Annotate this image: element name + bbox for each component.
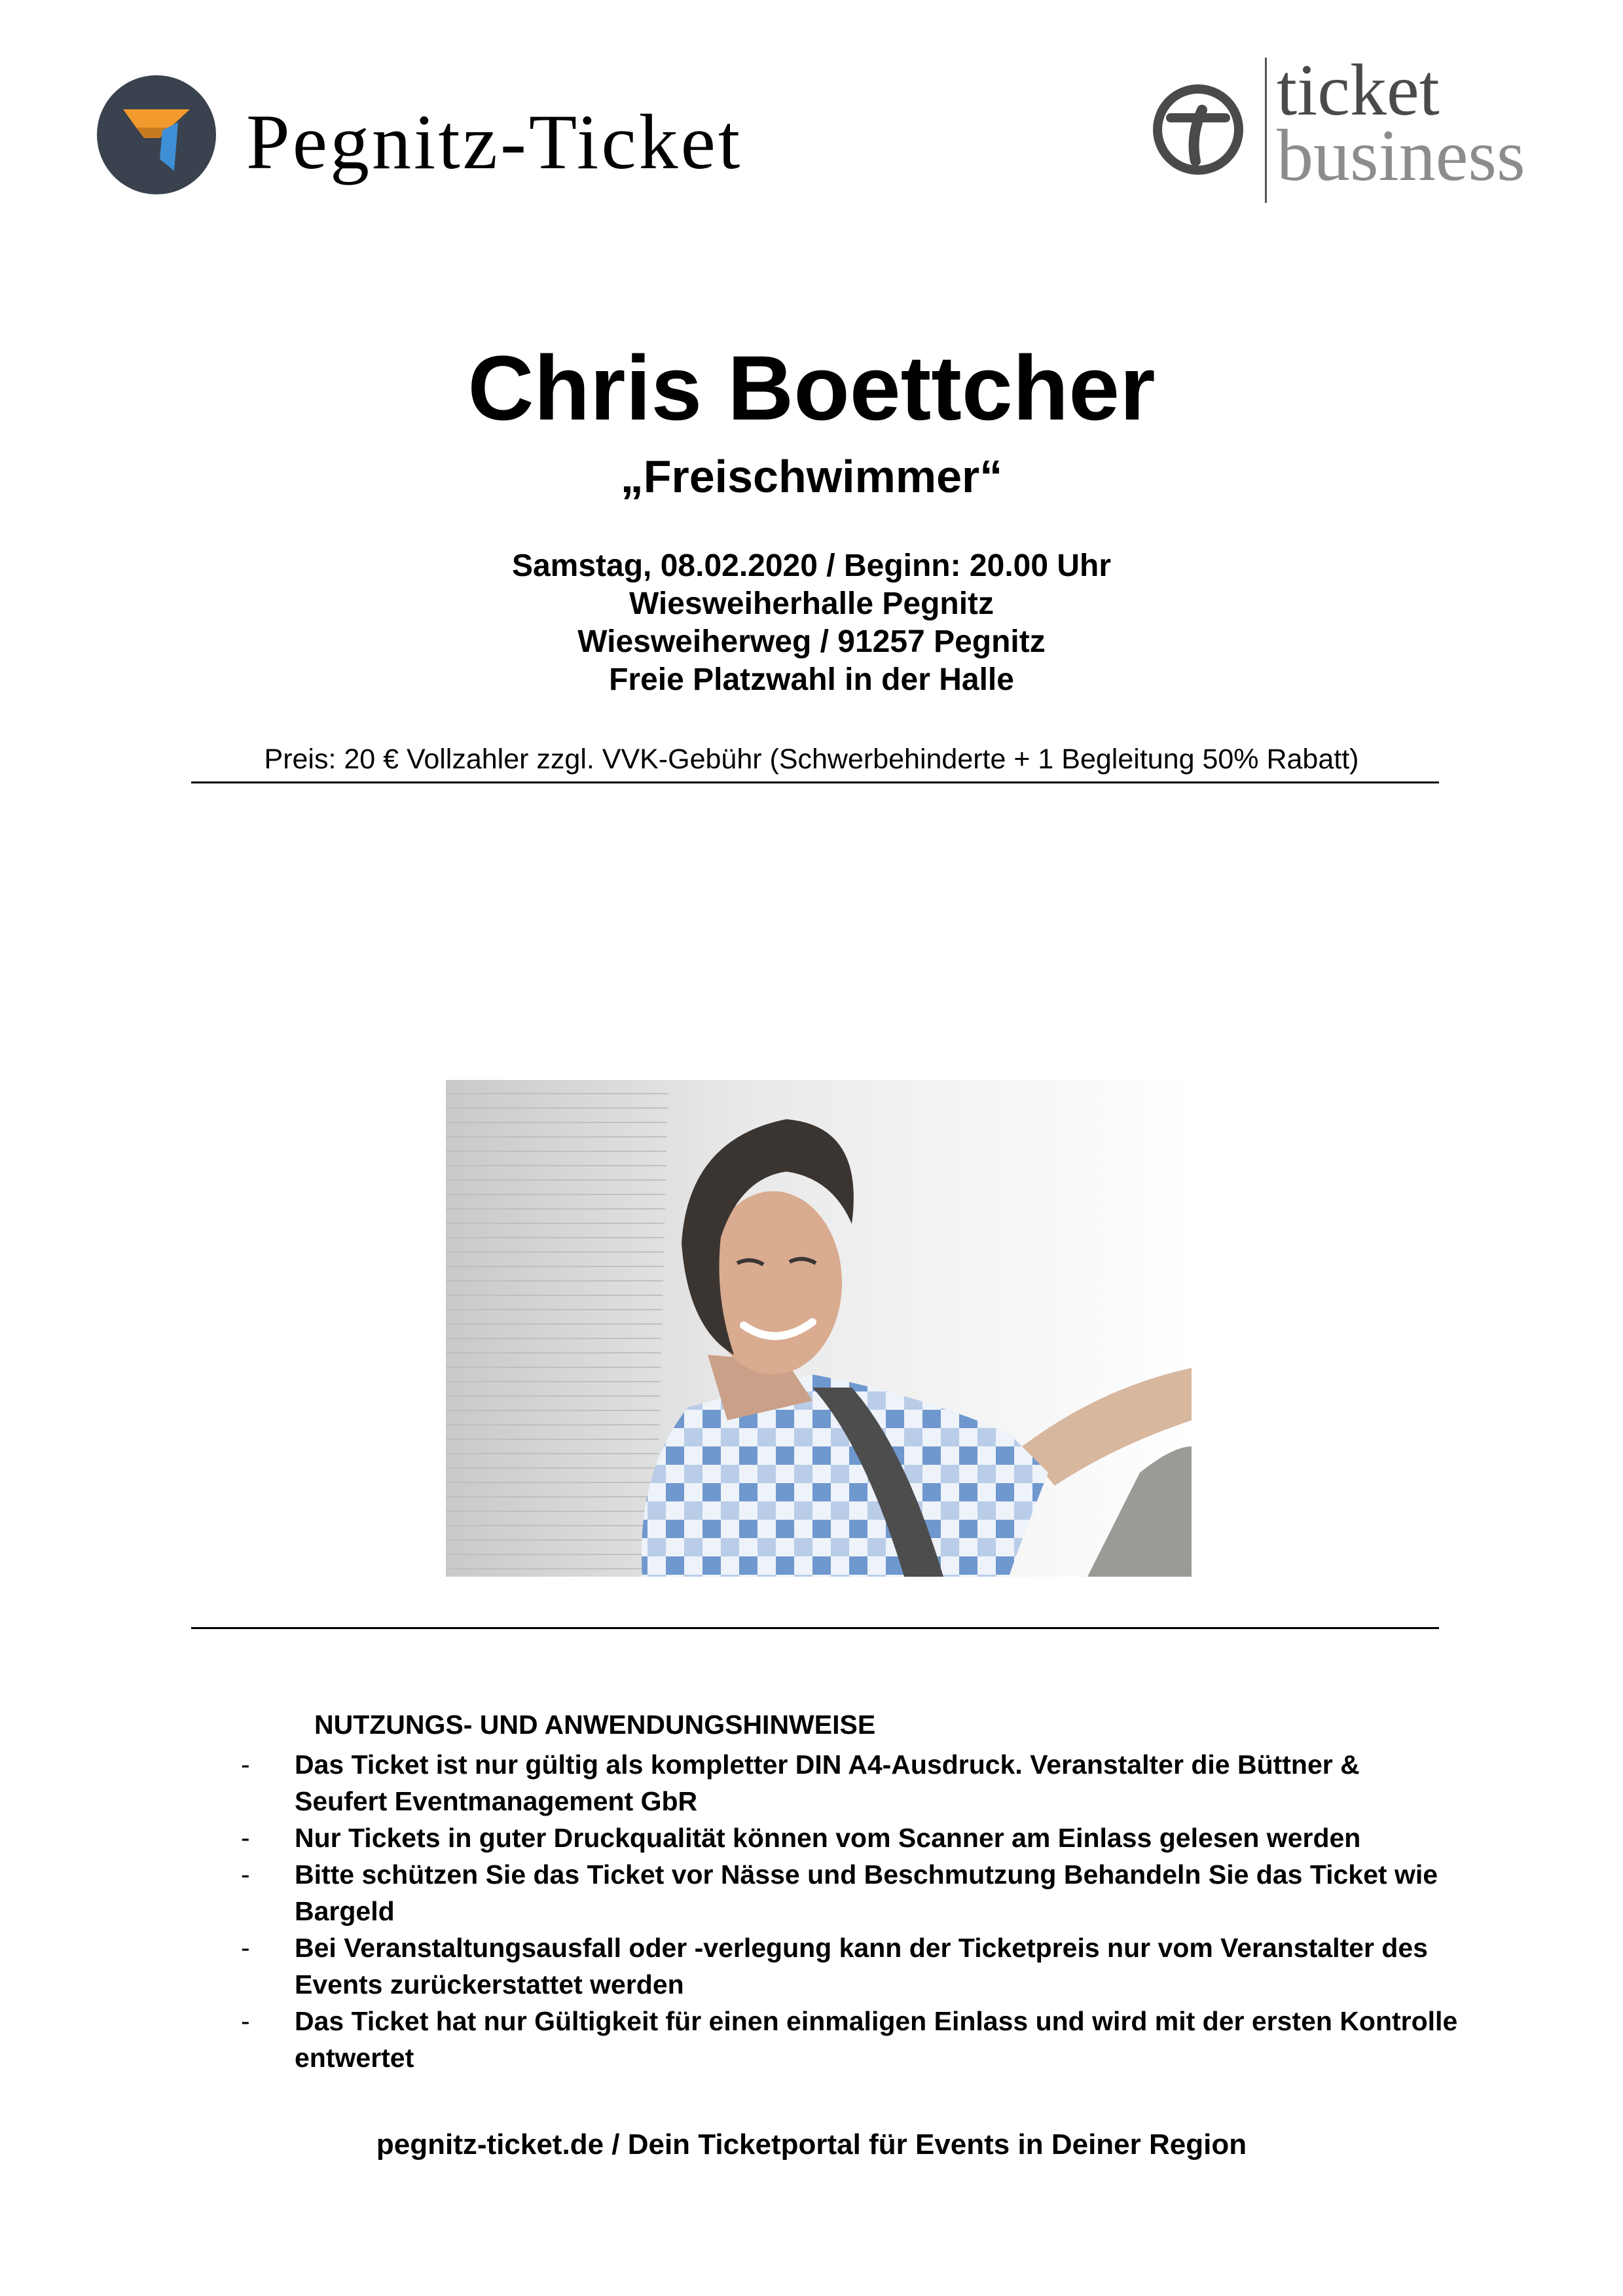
pegnitz-ticket-wordmark: Pegnitz-Ticket <box>246 98 743 185</box>
list-item <box>241 2003 1459 2076</box>
event-address: Wiesweiherweg / 91257 Pegnitz <box>577 624 1046 659</box>
pegnitz-ticket-logo <box>97 75 752 200</box>
divider-bottom <box>191 1627 1439 1629</box>
list-item <box>241 1820 1459 1856</box>
footer-tagline: pegnitz-ticket.de / Dein Ticketportal für Events in Deiner Region <box>376 2128 1247 2161</box>
event-seating: Freie Platzwahl in der Halle <box>609 662 1014 697</box>
event-price: Preis: 20 € Vollzahler zzgl. VVK-Gebühr (Schwerbehinderte + 1 Begleitung 50% Rabatt) <box>264 744 1359 775</box>
divider-top <box>191 781 1439 783</box>
ticket-business-logo <box>1152 50 1545 208</box>
event-venue: Wiesweiherhalle Pegnitz <box>629 586 994 621</box>
ticket-business-divider <box>1265 58 1267 203</box>
note-text: Das Ticket ist nur gültig als kompletter DIN A4-Ausdruck. Veranstalter die Büttner & Seufert Eventmanagement GbR <box>295 1749 1360 1816</box>
note-text: Das Ticket hat nur Gültigkeit für einen einmaligen Einlass und wird mit der ersten Kontrolle entwertet <box>295 2006 1458 2073</box>
artist-photo <box>446 1080 1192 1577</box>
event-program: „Freischwimmer“ <box>620 451 1003 502</box>
note-text: Nur Tickets in guter Druckqualität können vom Scanner am Einlass gelesen werden <box>295 1823 1361 1853</box>
notes-list <box>241 1746 1459 2076</box>
notes-title: NUTZUNGS- UND ANWENDUNGSHINWEISE <box>314 1710 876 1740</box>
bullet-dash: - <box>241 2006 250 2036</box>
list-item <box>241 1929 1459 2003</box>
event-date-time: Samstag, 08.02.2020 / Beginn: 20.00 Uhr <box>511 548 1112 583</box>
ticket-business-word-business: business <box>1277 115 1525 196</box>
bullet-dash: - <box>241 1823 250 1853</box>
list-item <box>241 1746 1459 1820</box>
ticket-business-word-ticket: ticket <box>1277 50 1440 131</box>
pegnitz-ticket-logo-icon <box>97 75 216 194</box>
note-text: Bitte schützen Sie das Ticket vor Nässe und Beschmutzung Behandeln Sie das Ticket wie Bargeld <box>295 1859 1438 1926</box>
bullet-dash: - <box>241 1749 250 1780</box>
ticket-business-logo-icon <box>1152 84 1244 175</box>
bullet-dash: - <box>241 1859 250 1890</box>
bullet-dash: - <box>241 1933 250 1963</box>
list-item <box>241 1856 1459 1929</box>
note-text: Bei Veranstaltungsausfall oder -verlegung kann der Ticketpreis nur vom Veranstalter des Events zurückerstattet werden <box>295 1933 1428 2000</box>
event-artist: Chris Boettcher <box>467 336 1156 439</box>
